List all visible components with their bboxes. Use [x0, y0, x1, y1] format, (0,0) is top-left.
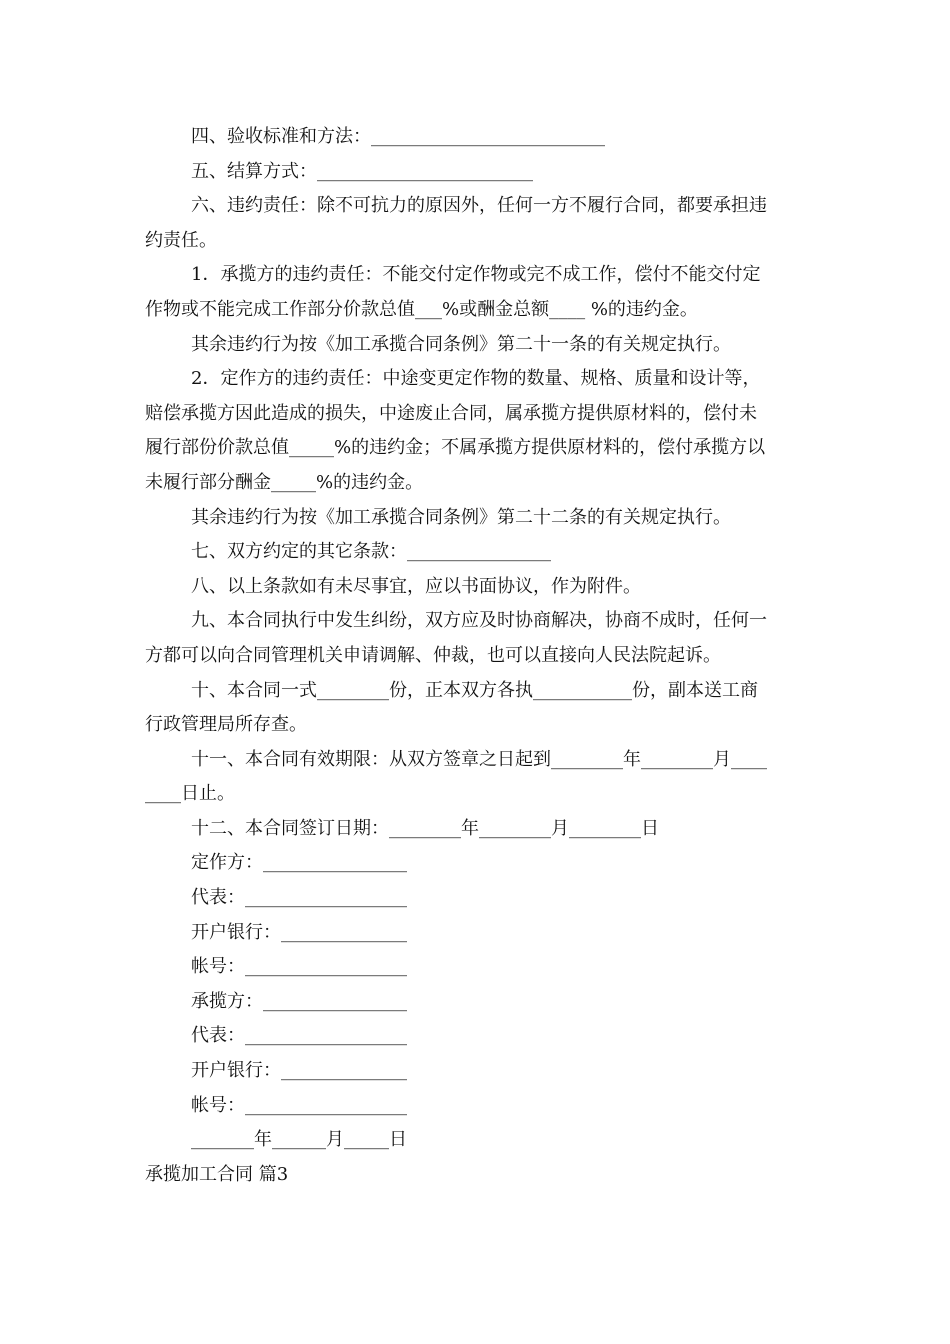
document-page [145, 120, 805, 1192]
clause-11-validity: 十一、本合同有效期限：从双方签章之日起到________年________月____ [191, 748, 767, 770]
clause-6-2-orderer-cont-3: 未履行部分酬金_____%的违约金。 [145, 471, 424, 493]
section-heading: 承揽加工合同 篇3 [145, 1163, 289, 1185]
orderer-account-field: 帐号：__________________ [191, 956, 407, 978]
contractor-account-field: 帐号：__________________ [191, 1094, 407, 1116]
clause-6-1-contractor-cont: 作物或不能完成工作部分价款总值___%或酬金总额____ %的违约金。 [145, 298, 698, 320]
contractor-representative-field: 代表：__________________ [191, 1025, 407, 1047]
orderer-representative-field: 代表：__________________ [191, 887, 407, 909]
clause-6-1-contractor: 1．承揽方的违约责任：不能交付定作物或完不成工作，偿付不能交付定 [191, 264, 761, 286]
clause-9-disputes: 九、本合同执行中发生纠纷，双方应及时协商解决，协商不成时，任何一 [191, 610, 767, 632]
signature-date-field: _______年______月_____日 [191, 1129, 407, 1151]
clause-10-copies: 十、本合同一式________份，正本双方各执___________份，副本送工商 [191, 679, 758, 701]
clause-12-sign-date: 十二、本合同签订日期：________年________月________日 [191, 817, 659, 839]
clause-6-2-orderer-cont-2: 履行部份价款总值_____%的违约金；不属承揽方提供原材料的，偿付承揽方以 [145, 437, 766, 459]
clause-6-1-other: 其余违约行为按《加工承揽合同条例》第二十一条的有关规定执行。 [191, 333, 731, 355]
clause-6-liability: 六、违约责任：除不可抗力的原因外，任何一方不履行合同，都要承担违 [191, 195, 767, 217]
clause-7-other-terms: 七、双方约定的其它条款：________________ [191, 541, 551, 563]
clause-6-liability-cont: 约责任。 [145, 229, 217, 251]
clause-11-validity-cont: ____日止。 [145, 783, 235, 805]
orderer-party-field: 定作方：________________ [191, 852, 407, 874]
clause-8-supplement: 八、以上条款如有未尽事宜，应以书面协议，作为附件。 [191, 575, 641, 597]
clause-6-2-orderer-cont-1: 赔偿承揽方因此造成的损失，中途废止合同，属承揽方提供原材料的，偿付未 [145, 402, 757, 424]
clause-4-acceptance: 四、验收标准和方法：__________________________ [191, 126, 605, 147]
contractor-party-field: 承揽方：________________ [191, 990, 407, 1012]
clause-10-copies-cont: 行政管理局所存查。 [145, 714, 307, 736]
orderer-bank-field: 开户银行：______________ [191, 921, 407, 943]
clause-5-settlement: 五、结算方式：________________________ [191, 160, 533, 182]
clause-9-disputes-cont: 方都可以向合同管理机关申请调解、仲裁，也可以直接向人民法院起诉。 [145, 644, 721, 666]
contractor-bank-field: 开户银行：______________ [191, 1060, 407, 1082]
clause-6-2-other: 其余违约行为按《加工承揽合同条例》第二十二条的有关规定执行。 [191, 506, 731, 528]
clause-6-2-orderer: 2．定作方的违约责任：中途变更定作物的数量、规格、质量和设计等， [191, 368, 761, 390]
